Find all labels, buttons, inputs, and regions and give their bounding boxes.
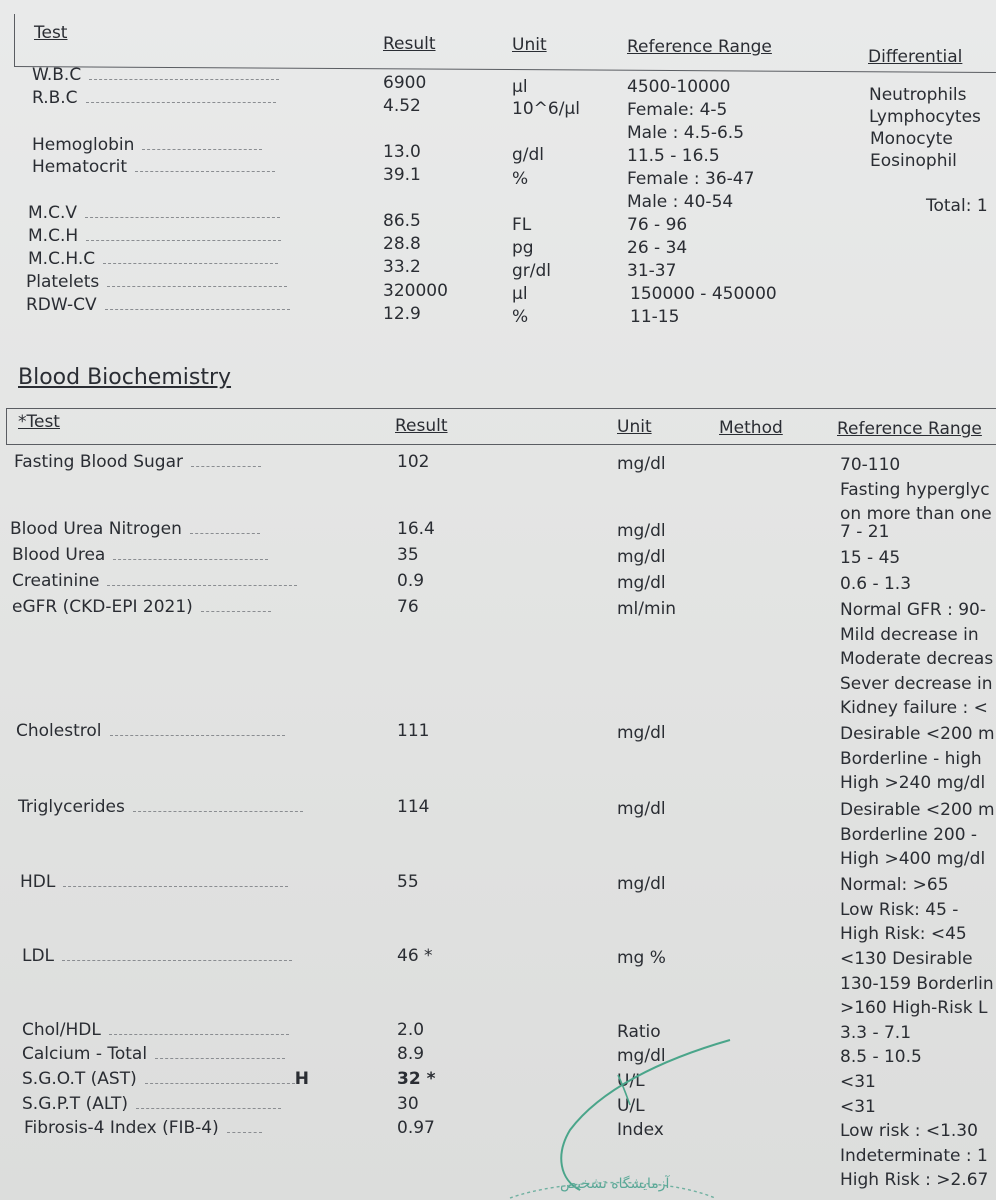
biochem-ref-hdl-line-1: Normal: >65 xyxy=(840,875,949,895)
cbc-test-platelets: Platelets xyxy=(26,272,287,292)
cbc-ref-hemoglobin: 11.5 - 16.5 xyxy=(627,146,720,166)
biochem-unit-cholestrol: mg/dl xyxy=(617,723,666,743)
cbc-test-wbc: W.B.C xyxy=(32,65,279,85)
biochem-ref-egfr-ckd-epi-2021-line-2: Mild decrease in xyxy=(840,625,979,645)
biochem-ref-fasting-blood-sugar-line-3: on more than one xyxy=(840,504,992,524)
cbc-ref-rdw-cv: 11-15 xyxy=(630,307,680,327)
biochem-unit-fasting-blood-sugar: mg/dl xyxy=(617,454,666,474)
biochem-test-creatinine: Creatinine xyxy=(12,571,297,591)
biochem-ref-fasting-blood-sugar-line-1: 70-110 xyxy=(840,455,901,475)
biochem-header-result: Result xyxy=(395,416,448,436)
biochem-unit-ldl: mg % xyxy=(617,948,666,968)
biochem-ref-ldl-line-1: <130 Desirable xyxy=(840,949,973,969)
biochem-header-test: *Test xyxy=(18,412,60,432)
biochem-unit-hdl: mg/dl xyxy=(617,874,666,894)
cbc-result-mchc: 33.2 xyxy=(383,257,421,277)
biochem-unit-creatinine: mg/dl xyxy=(617,573,666,593)
cbc-ref-platelets: 150000 - 450000 xyxy=(630,284,777,304)
biochem-test-egfr-ckd-epi-2021: eGFR (CKD-EPI 2021) xyxy=(12,597,271,617)
biochem-unit-chol-hdl: Ratio xyxy=(617,1022,661,1042)
cbc-result-platelets: 320000 xyxy=(383,281,448,301)
differential-lymphocytes: Lymphocytes xyxy=(869,107,981,127)
cbc-unit-wbc: µl xyxy=(512,77,528,97)
stamp-text: آزمایشگاه تشخیص xyxy=(560,1176,670,1192)
biochem-ref-hdl-line-3: High Risk: <45 xyxy=(840,924,967,944)
cbc-result-rbc: 4.52 xyxy=(383,96,421,116)
biochem-ref-calcium-total-line-1: 8.5 - 10.5 xyxy=(840,1047,922,1067)
biochem-ref-cholestrol-line-1: Desirable <200 m xyxy=(840,724,995,744)
cbc-unit-rbc: 10^6/µl xyxy=(512,99,580,119)
cbc-test-rbc: R.B.C xyxy=(32,88,276,108)
signature-stroke xyxy=(561,1040,730,1190)
biochem-ref-egfr-ckd-epi-2021-line-3: Moderate decreas xyxy=(840,649,994,669)
biochem-ref-fasting-blood-sugar-line-2: Fasting hyperglyc xyxy=(840,480,990,500)
biochem-unit-triglycerides: mg/dl xyxy=(617,799,666,819)
biochem-ref-ldl-line-2: 130-159 Borderlin xyxy=(840,974,994,994)
cbc-ref-mcv: 76 - 96 xyxy=(627,215,688,235)
cbc-test-rdw-cv: RDW-CV xyxy=(26,295,290,315)
differential-monocyte: Monocyte xyxy=(870,129,953,149)
cbc-unit-mchc: gr/dl xyxy=(512,261,552,281)
biochem-ref-chol-hdl-line-1: 3.3 - 7.1 xyxy=(840,1023,912,1043)
biochem-top-rule xyxy=(6,408,996,409)
biochem-test-chol-hdl: Chol/HDL xyxy=(22,1020,289,1040)
cbc-result-hemoglobin: 13.0 xyxy=(383,142,421,162)
biochem-ref-cholestrol-line-2: Borderline - high xyxy=(840,749,982,769)
cbc-test-mcv: M.C.V xyxy=(28,203,280,223)
cbc-ref-hematocrit-female: Female : 36-47 xyxy=(627,169,755,189)
biochem-test-calcium-total: Calcium - Total xyxy=(22,1044,285,1064)
biochemistry-section-title: Blood Biochemistry xyxy=(18,365,232,390)
biochem-result-creatinine: 0.9 xyxy=(397,571,425,591)
cbc-unit-hemoglobin: g/dl xyxy=(512,145,545,165)
biochem-test-triglycerides: Triglycerides xyxy=(18,797,303,817)
biochem-result-fasting-blood-sugar: 102 xyxy=(397,452,430,472)
biochem-ref-egfr-ckd-epi-2021-line-5: Kidney failure : < xyxy=(840,698,988,718)
biochem-test-ldl: LDL xyxy=(22,946,292,966)
biochem-test-s-g-p-t-alt: S.G.P.T (ALT) xyxy=(22,1094,281,1114)
cbc-header-reference-range: Reference Range xyxy=(627,37,772,57)
biochem-ref-triglycerides-line-3: High >400 mg/dl xyxy=(840,849,986,869)
biochem-ref-blood-urea-nitrogen-line-1: 7 - 21 xyxy=(840,522,890,542)
biochem-ref-ldl-line-3: >160 High-Risk L xyxy=(840,998,988,1018)
cbc-test-hemoglobin: Hemoglobin xyxy=(32,135,262,155)
biochem-test-hdl: HDL xyxy=(20,872,288,892)
biochem-ref-egfr-ckd-epi-2021-line-4: Sever decrease in xyxy=(840,674,993,694)
biochem-unit-calcium-total: mg/dl xyxy=(617,1046,666,1066)
biochem-ref-fibrosis-4-index-fib-4-line-1: Low risk : <1.30 xyxy=(840,1121,978,1141)
cbc-ref-rbc-female: Female: 4-5 xyxy=(627,100,728,120)
cbc-result-wbc: 6900 xyxy=(383,73,427,93)
biochem-ref-creatinine-line-1: 0.6 - 1.3 xyxy=(840,574,912,594)
cbc-result-rdw-cv: 12.9 xyxy=(383,304,421,324)
cbc-result-mcv: 86.5 xyxy=(383,211,421,231)
biochem-result-s-g-o-t-ast: 32 * xyxy=(397,1069,436,1089)
biochem-ref-blood-urea-line-1: 15 - 45 xyxy=(840,548,901,568)
lab-stamp-signature xyxy=(500,1030,800,1200)
cbc-ref-mchc: 31-37 xyxy=(627,261,677,281)
biochem-result-blood-urea-nitrogen: 16.4 xyxy=(397,519,435,539)
biochem-ref-cholestrol-line-3: High >240 mg/dl xyxy=(840,773,986,793)
biochem-ref-egfr-ckd-epi-2021-line-1: Normal GFR : 90- xyxy=(840,600,986,620)
cbc-unit-hematocrit: % xyxy=(512,169,529,189)
biochem-unit-s-g-p-t-alt: U/L xyxy=(617,1096,645,1116)
biochem-left-border xyxy=(6,408,7,444)
cbc-test-hematocrit: Hematocrit xyxy=(32,157,275,177)
cbc-ref-mch: 26 - 34 xyxy=(627,238,688,258)
biochem-ref-s-g-o-t-ast-line-1: <31 xyxy=(840,1072,876,1092)
biochem-header-rule xyxy=(6,444,996,445)
cbc-ref-hematocrit-male: Male : 40-54 xyxy=(627,192,734,212)
biochem-header-reference-range: Reference Range xyxy=(837,419,982,439)
differential-total: Total: 1 xyxy=(926,196,988,216)
biochem-test-s-g-o-t-ast: S.G.O.T (AST) H xyxy=(22,1069,309,1089)
biochem-ref-hdl-line-2: Low Risk: 45 - xyxy=(840,900,959,920)
cbc-ref-rbc-male: Male : 4.5-6.5 xyxy=(627,123,745,143)
cbc-header-test: Test xyxy=(34,23,68,43)
biochem-result-blood-urea: 35 xyxy=(397,545,419,565)
biochem-ref-fibrosis-4-index-fib-4-line-3: High Risk : >2.67 xyxy=(840,1170,989,1190)
biochem-ref-fibrosis-4-index-fib-4-line-2: Indeterminate : 1 xyxy=(840,1146,988,1166)
cbc-test-mch: M.C.H xyxy=(28,226,281,246)
biochem-test-blood-urea: Blood Urea xyxy=(12,545,268,565)
cbc-unit-mcv: FL xyxy=(512,215,532,235)
biochem-flag-s-g-o-t-ast: H xyxy=(294,1069,309,1089)
biochem-unit-blood-urea: mg/dl xyxy=(617,547,666,567)
biochem-result-ldl: 46 * xyxy=(397,946,433,966)
biochem-header-unit: Unit xyxy=(617,417,652,437)
biochem-ref-s-g-p-t-alt-line-1: <31 xyxy=(840,1097,876,1117)
differential-eosinophil: Eosinophil xyxy=(870,151,957,171)
biochem-result-fibrosis-4-index-fib-4: 0.97 xyxy=(397,1118,435,1138)
biochem-result-s-g-p-t-alt: 30 xyxy=(397,1094,419,1114)
biochem-test-fasting-blood-sugar: Fasting Blood Sugar xyxy=(14,452,261,472)
biochem-ref-triglycerides-line-1: Desirable <200 m xyxy=(840,800,995,820)
cbc-result-mch: 28.8 xyxy=(383,234,421,254)
biochem-unit-s-g-o-t-ast: U/L xyxy=(617,1071,645,1091)
cbc-unit-platelets: µl xyxy=(512,284,528,304)
cbc-test-mchc: M.C.H.C xyxy=(28,249,278,269)
biochem-header-method: Method xyxy=(719,418,783,438)
cbc-unit-rdw-cv: % xyxy=(512,307,529,327)
signature-hook xyxy=(618,1075,630,1105)
biochem-result-triglycerides: 114 xyxy=(397,797,430,817)
biochem-test-fibrosis-4-index-fib-4: Fibrosis-4 Index (FIB-4) xyxy=(24,1118,262,1138)
cbc-header-result: Result xyxy=(383,34,436,54)
biochem-result-calcium-total: 8.9 xyxy=(397,1044,425,1064)
biochem-test-cholestrol: Cholestrol xyxy=(16,721,285,741)
biochem-result-cholestrol: 111 xyxy=(397,721,430,741)
differential-neutrophils: Neutrophils xyxy=(869,85,967,105)
cbc-left-border xyxy=(14,14,15,66)
biochem-unit-egfr-ckd-epi-2021: ml/min xyxy=(617,599,677,619)
biochem-unit-fibrosis-4-index-fib-4: Index xyxy=(617,1120,664,1140)
biochem-ref-triglycerides-line-2: Borderline 200 - xyxy=(840,825,978,845)
cbc-unit-mch: pg xyxy=(512,238,534,258)
biochem-unit-blood-urea-nitrogen: mg/dl xyxy=(617,521,666,541)
cbc-header-unit: Unit xyxy=(512,35,547,55)
biochem-result-chol-hdl: 2.0 xyxy=(397,1020,425,1040)
cbc-ref-wbc: 4500-10000 xyxy=(627,77,731,97)
cbc-result-hematocrit: 39.1 xyxy=(383,165,421,185)
biochem-test-blood-urea-nitrogen: Blood Urea Nitrogen xyxy=(10,519,260,539)
cbc-header-differential: Differential xyxy=(868,47,963,67)
biochem-result-egfr-ckd-epi-2021: 76 xyxy=(397,597,419,617)
biochem-result-hdl: 55 xyxy=(397,872,419,892)
